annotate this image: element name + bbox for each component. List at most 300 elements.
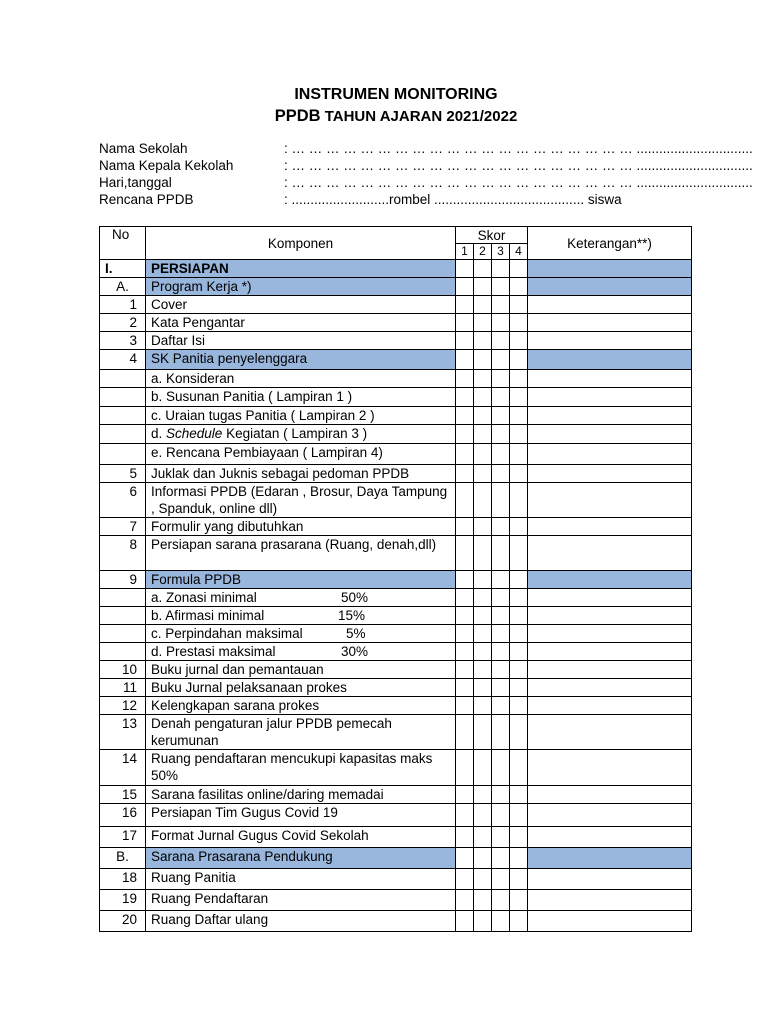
table-row	[100, 697, 692, 715]
score-cell[interactable]	[510, 643, 528, 661]
score-cell[interactable]	[456, 260, 474, 278]
score-cell[interactable]	[510, 827, 528, 848]
score-cell[interactable]	[474, 536, 492, 571]
row-percentage: 30%	[341, 644, 369, 659]
row-komponen	[146, 425, 456, 444]
row-number: 5	[100, 465, 146, 483]
score-cell[interactable]	[492, 890, 510, 911]
keterangan-cell[interactable]	[528, 697, 692, 715]
table-row	[100, 536, 692, 571]
keterangan-cell[interactable]	[528, 314, 692, 332]
score-cell[interactable]	[456, 890, 474, 911]
row-komponen	[146, 911, 456, 932]
score-cell[interactable]	[510, 804, 528, 827]
keterangan-cell[interactable]	[528, 827, 692, 848]
score-cell[interactable]	[492, 465, 510, 483]
score-cell[interactable]	[474, 314, 492, 332]
keterangan-cell[interactable]	[528, 869, 692, 890]
header-skor-2: 2	[474, 244, 492, 260]
score-cell[interactable]	[456, 407, 474, 425]
row-number	[100, 444, 146, 465]
score-cell[interactable]	[492, 370, 510, 388]
row-text: Ruang Pendaftaran	[151, 891, 269, 906]
row-komponen	[146, 679, 456, 697]
score-cell[interactable]	[510, 370, 528, 388]
keterangan-cell[interactable]	[528, 465, 692, 483]
info-label: Rencana PPDB	[99, 192, 194, 207]
row-text: Format Jurnal Gugus Covid Sekolah	[151, 828, 369, 843]
score-cell[interactable]	[474, 750, 492, 786]
keterangan-cell[interactable]	[528, 750, 692, 786]
score-cell[interactable]	[456, 350, 474, 370]
row-text-prefix: d.	[151, 426, 167, 441]
header-skor: Skor	[456, 227, 528, 244]
score-cell[interactable]	[474, 571, 492, 589]
table-row	[100, 890, 692, 911]
score-cell[interactable]	[474, 869, 492, 890]
score-cell[interactable]	[510, 848, 528, 869]
row-text: Ruang Daftar ulang	[151, 912, 269, 927]
score-cell[interactable]	[492, 607, 510, 625]
score-cell[interactable]	[510, 332, 528, 350]
table-row	[100, 786, 692, 804]
keterangan-cell[interactable]	[528, 350, 692, 370]
row-text: Cover	[151, 297, 188, 312]
score-cell[interactable]	[474, 643, 492, 661]
row-text: Informasi PPDB (Edaran , Brosur, Daya Tampung , Spanduk, online dll)	[151, 484, 448, 516]
table-row	[100, 827, 692, 848]
row-text: Persiapan Tim Gugus Covid 19	[151, 805, 338, 820]
table-row	[100, 715, 692, 750]
row-text: Buku jurnal dan pemantauan	[151, 662, 324, 677]
info-value[interactable]: : … … … … … … … … … … … … … … … … … … … … ...............................	[284, 175, 753, 190]
row-komponen	[146, 869, 456, 890]
score-cell[interactable]	[492, 278, 510, 296]
score-cell[interactable]	[492, 536, 510, 571]
table-row	[100, 518, 692, 536]
score-cell[interactable]	[474, 589, 492, 607]
row-komponen	[146, 750, 456, 786]
score-cell[interactable]	[474, 786, 492, 804]
score-cell[interactable]	[456, 444, 474, 465]
document-title: INSTRUMEN MONITORING	[294, 86, 498, 103]
score-cell[interactable]	[474, 715, 492, 750]
row-number	[100, 407, 146, 425]
keterangan-cell[interactable]	[528, 483, 692, 518]
row-komponen	[146, 332, 456, 350]
score-cell[interactable]	[474, 444, 492, 465]
score-cell[interactable]	[492, 260, 510, 278]
score-cell[interactable]	[510, 260, 528, 278]
keterangan-cell[interactable]	[528, 332, 692, 350]
keterangan-cell[interactable]	[528, 536, 692, 571]
row-percentage: 15%	[338, 608, 366, 623]
row-komponen	[146, 890, 456, 911]
score-cell[interactable]	[474, 370, 492, 388]
score-cell[interactable]	[510, 911, 528, 932]
row-komponen	[146, 715, 456, 750]
row-text-italic: Schedule	[166, 426, 223, 441]
row-number: 16	[100, 804, 146, 827]
row-number: B.	[100, 848, 146, 869]
keterangan-cell[interactable]	[528, 661, 692, 679]
score-cell[interactable]	[474, 804, 492, 827]
row-number: 7	[100, 518, 146, 536]
row-number	[100, 388, 146, 407]
score-cell[interactable]	[510, 869, 528, 890]
score-cell[interactable]	[474, 465, 492, 483]
row-text: Kelengkapan sarana prokes	[151, 698, 320, 713]
row-text: Formula PPDB	[151, 572, 242, 587]
row-komponen	[146, 827, 456, 848]
subtitle-year: TAHUN AJARAN 2021/2022	[320, 108, 518, 125]
keterangan-cell[interactable]	[528, 911, 692, 932]
table-row	[100, 750, 692, 786]
row-komponen	[146, 370, 456, 388]
keterangan-cell[interactable]	[528, 388, 692, 407]
header-skor-1: 1	[456, 244, 474, 260]
score-cell[interactable]	[510, 425, 528, 444]
score-cell[interactable]	[456, 518, 474, 536]
score-cell[interactable]	[474, 425, 492, 444]
row-komponen	[146, 804, 456, 827]
score-cell[interactable]	[510, 536, 528, 571]
score-cell[interactable]	[474, 890, 492, 911]
table-row	[100, 332, 692, 350]
keterangan-cell[interactable]	[528, 715, 692, 750]
info-value[interactable]: : ..........................rombel ........................................ siswa	[284, 192, 622, 207]
row-komponen	[146, 350, 456, 370]
score-cell[interactable]	[510, 350, 528, 370]
score-cell[interactable]	[456, 332, 474, 350]
row-number	[100, 425, 146, 444]
score-cell[interactable]	[456, 536, 474, 571]
score-cell[interactable]	[456, 314, 474, 332]
row-text: Sarana Prasarana Pendukung	[151, 849, 333, 864]
row-komponen	[146, 536, 456, 571]
row-text: Persiapan sarana prasarana (Ruang, denah,dll)	[151, 537, 437, 552]
row-number: 20	[100, 911, 146, 932]
score-cell[interactable]	[474, 407, 492, 425]
score-cell[interactable]	[474, 625, 492, 643]
score-cell[interactable]	[492, 483, 510, 518]
row-text: Formulir yang dibutuhkan	[151, 519, 304, 534]
score-cell[interactable]	[492, 589, 510, 607]
score-cell[interactable]	[474, 350, 492, 370]
row-komponen	[146, 483, 456, 518]
row-text: b. Susunan Panitia ( Lampiran 1 )	[151, 389, 353, 404]
info-label: Hari,tanggal	[99, 175, 172, 190]
score-cell[interactable]	[456, 848, 474, 869]
row-percentage: 50%	[341, 590, 369, 605]
row-text: Daftar Isi	[151, 333, 206, 348]
score-cell[interactable]	[492, 314, 510, 332]
keterangan-cell[interactable]	[528, 890, 692, 911]
table-row	[100, 589, 692, 607]
score-cell[interactable]	[492, 425, 510, 444]
score-cell[interactable]	[474, 332, 492, 350]
row-komponen	[146, 571, 456, 589]
score-cell[interactable]	[492, 715, 510, 750]
score-cell[interactable]	[492, 407, 510, 425]
keterangan-cell[interactable]	[528, 425, 692, 444]
row-text: Program Kerja *)	[151, 279, 252, 294]
row-number	[100, 607, 146, 625]
score-cell[interactable]	[492, 827, 510, 848]
row-komponen	[146, 260, 456, 278]
header-skor-4: 4	[510, 244, 528, 260]
score-cell[interactable]	[510, 697, 528, 715]
score-cell[interactable]	[510, 465, 528, 483]
score-cell[interactable]	[510, 483, 528, 518]
score-cell[interactable]	[456, 750, 474, 786]
score-cell[interactable]	[510, 407, 528, 425]
score-cell[interactable]	[510, 296, 528, 314]
score-cell[interactable]	[510, 607, 528, 625]
row-text: a. Zonasi minimal	[151, 590, 257, 605]
score-cell[interactable]	[456, 370, 474, 388]
score-cell[interactable]	[492, 332, 510, 350]
score-cell[interactable]	[492, 697, 510, 715]
keterangan-cell[interactable]	[528, 625, 692, 643]
score-cell[interactable]	[474, 697, 492, 715]
score-cell[interactable]	[474, 518, 492, 536]
header-komponen: Komponen	[146, 227, 456, 260]
score-cell[interactable]	[492, 625, 510, 643]
score-cell[interactable]	[510, 715, 528, 750]
score-cell[interactable]	[492, 804, 510, 827]
score-cell[interactable]	[456, 643, 474, 661]
table-row	[100, 483, 692, 518]
row-number: 18	[100, 869, 146, 890]
row-number: 14	[100, 750, 146, 786]
info-value[interactable]: : … … … … … … … … … … … … … … … … … … … … ...............................	[284, 141, 753, 156]
score-cell[interactable]	[510, 314, 528, 332]
score-cell[interactable]	[456, 625, 474, 643]
score-cell[interactable]	[474, 388, 492, 407]
score-cell[interactable]	[492, 679, 510, 697]
table-row	[100, 278, 692, 296]
score-cell[interactable]	[492, 388, 510, 407]
score-cell[interactable]	[456, 589, 474, 607]
score-cell[interactable]	[492, 350, 510, 370]
keterangan-cell[interactable]	[528, 370, 692, 388]
keterangan-cell[interactable]	[528, 571, 692, 589]
score-cell[interactable]	[510, 571, 528, 589]
score-cell[interactable]	[456, 388, 474, 407]
score-cell[interactable]	[492, 571, 510, 589]
score-cell[interactable]	[456, 425, 474, 444]
table-row	[100, 571, 692, 589]
row-komponen	[146, 697, 456, 715]
score-cell[interactable]	[456, 571, 474, 589]
score-cell[interactable]	[456, 786, 474, 804]
score-cell[interactable]	[456, 804, 474, 827]
document-subtitle	[0, 107, 768, 126]
score-cell[interactable]	[510, 661, 528, 679]
table-row	[100, 260, 692, 278]
keterangan-cell[interactable]	[528, 643, 692, 661]
score-cell[interactable]	[456, 911, 474, 932]
score-cell[interactable]	[474, 483, 492, 518]
row-komponen	[146, 607, 456, 625]
score-cell[interactable]	[474, 296, 492, 314]
score-cell[interactable]	[492, 911, 510, 932]
table-row	[100, 643, 692, 661]
row-number: 19	[100, 890, 146, 911]
score-cell[interactable]	[474, 911, 492, 932]
row-text: Ruang pendaftaran mencukupi kapasitas maks 50%	[151, 751, 433, 783]
score-cell[interactable]	[492, 643, 510, 661]
row-number: 13	[100, 715, 146, 750]
header-no: No	[100, 227, 146, 260]
table-row	[100, 444, 692, 465]
row-number	[100, 370, 146, 388]
keterangan-cell[interactable]	[528, 607, 692, 625]
row-text: Ruang Panitia	[151, 870, 236, 885]
table-row	[100, 370, 692, 388]
row-komponen	[146, 388, 456, 407]
score-cell[interactable]	[474, 679, 492, 697]
row-number: 3	[100, 332, 146, 350]
keterangan-cell[interactable]	[528, 296, 692, 314]
monitoring-table	[99, 226, 692, 932]
score-cell[interactable]	[510, 388, 528, 407]
score-cell[interactable]	[492, 869, 510, 890]
score-cell[interactable]	[456, 869, 474, 890]
row-komponen	[146, 848, 456, 869]
row-komponen	[146, 786, 456, 804]
row-number: 1	[100, 296, 146, 314]
table-row	[100, 625, 692, 643]
row-number: 9	[100, 571, 146, 589]
score-cell[interactable]	[510, 786, 528, 804]
score-cell[interactable]	[474, 278, 492, 296]
row-komponen	[146, 296, 456, 314]
keterangan-cell[interactable]	[528, 260, 692, 278]
keterangan-cell[interactable]	[528, 407, 692, 425]
score-cell[interactable]	[474, 661, 492, 679]
row-komponen	[146, 518, 456, 536]
table-row	[100, 465, 692, 483]
keterangan-cell[interactable]	[528, 589, 692, 607]
score-cell[interactable]	[456, 483, 474, 518]
score-cell[interactable]	[510, 679, 528, 697]
keterangan-cell[interactable]	[528, 848, 692, 869]
row-text: a. Konsideran	[151, 371, 235, 386]
score-cell[interactable]	[456, 679, 474, 697]
row-komponen	[146, 625, 456, 643]
score-cell[interactable]	[456, 278, 474, 296]
score-cell[interactable]	[492, 750, 510, 786]
score-cell[interactable]	[510, 589, 528, 607]
keterangan-cell[interactable]	[528, 679, 692, 697]
row-number: 4	[100, 350, 146, 370]
score-cell[interactable]	[510, 625, 528, 643]
row-percentage: 5%	[346, 626, 366, 641]
score-cell[interactable]	[492, 786, 510, 804]
row-komponen	[146, 661, 456, 679]
table-row	[100, 911, 692, 932]
score-cell[interactable]	[456, 661, 474, 679]
row-komponen	[146, 643, 456, 661]
row-text: Kegiatan ( Lampiran 3 )	[226, 426, 368, 441]
score-cell[interactable]	[474, 827, 492, 848]
row-number: 8	[100, 536, 146, 571]
score-cell[interactable]	[492, 848, 510, 869]
subtitle-ppdb: PPDB	[274, 107, 321, 125]
score-cell[interactable]	[492, 296, 510, 314]
table-row	[100, 296, 692, 314]
score-cell[interactable]	[510, 750, 528, 786]
row-text: e. Rencana Pembiayaan ( Lampiran 4)	[151, 445, 383, 460]
row-komponen	[146, 314, 456, 332]
row-text: c. Uraian tugas Panitia ( Lampiran 2 )	[151, 408, 375, 423]
table-row	[100, 848, 692, 869]
score-cell[interactable]	[510, 444, 528, 465]
row-text: Buku Jurnal pelaksanaan prokes	[151, 680, 347, 695]
score-cell[interactable]	[456, 296, 474, 314]
score-cell[interactable]	[456, 465, 474, 483]
keterangan-cell[interactable]	[528, 786, 692, 804]
score-cell[interactable]	[510, 278, 528, 296]
score-cell[interactable]	[492, 518, 510, 536]
row-number: 2	[100, 314, 146, 332]
row-komponen	[146, 589, 456, 607]
row-number: 6	[100, 483, 146, 518]
score-cell[interactable]	[474, 848, 492, 869]
table-row	[100, 350, 692, 370]
row-text: Denah pengaturan jalur PPDB pemecah kerumunan	[151, 716, 392, 748]
keterangan-cell[interactable]	[528, 804, 692, 827]
row-number	[100, 625, 146, 643]
info-label: Nama Kepala Kekolah	[99, 158, 234, 173]
score-cell[interactable]	[474, 607, 492, 625]
keterangan-cell[interactable]	[528, 444, 692, 465]
row-number: 15	[100, 786, 146, 804]
score-cell[interactable]	[510, 890, 528, 911]
row-number	[100, 643, 146, 661]
row-number: 12	[100, 697, 146, 715]
row-text: b. Afirmasi minimal	[151, 608, 265, 623]
row-text: SK Panitia penyelenggara	[151, 351, 308, 366]
row-number: 10	[100, 661, 146, 679]
score-cell[interactable]	[492, 661, 510, 679]
row-text: Juklak dan Juknis sebagai pedoman PPDB	[151, 466, 410, 481]
row-komponen	[146, 407, 456, 425]
score-cell[interactable]	[456, 607, 474, 625]
score-cell[interactable]	[474, 260, 492, 278]
row-text: Kata Pengantar	[151, 315, 245, 330]
keterangan-cell[interactable]	[528, 278, 692, 296]
row-text: PERSIAPAN	[151, 261, 229, 276]
score-cell[interactable]	[492, 444, 510, 465]
score-cell[interactable]	[510, 518, 528, 536]
row-text: Sarana fasilitas online/daring memadai	[151, 787, 384, 802]
table-row	[100, 869, 692, 890]
table-row	[100, 607, 692, 625]
table-row	[100, 425, 692, 444]
score-cell[interactable]	[456, 715, 474, 750]
score-cell[interactable]	[456, 697, 474, 715]
row-number: I.	[100, 260, 146, 278]
row-text: c. Perpindahan maksimal	[151, 626, 303, 641]
table-row	[100, 679, 692, 697]
score-cell[interactable]	[456, 827, 474, 848]
keterangan-cell[interactable]	[528, 518, 692, 536]
info-value[interactable]: : … … … … … … … … … … … … … … … … … … … … ...............................	[284, 158, 753, 173]
row-komponen	[146, 278, 456, 296]
